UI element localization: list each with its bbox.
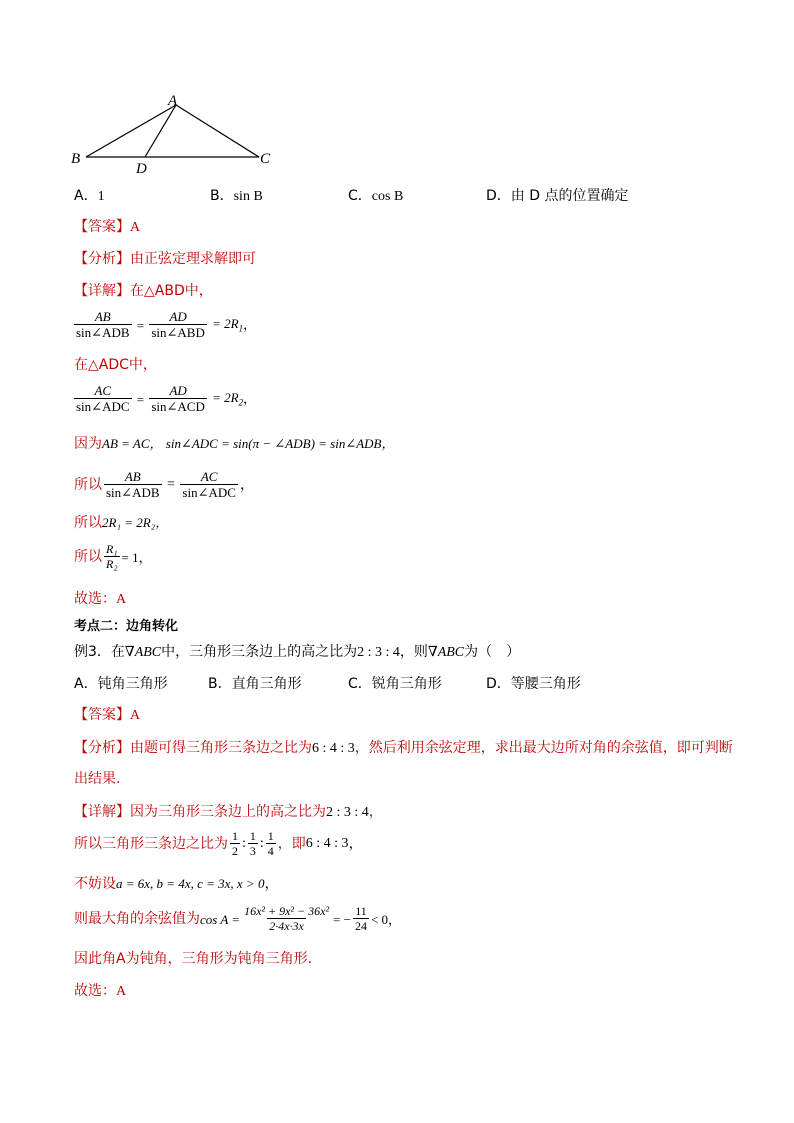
- detail-tag: 【详解】: [74, 283, 130, 299]
- option-letter: B．: [210, 188, 234, 204]
- frac-denominator: 24: [354, 919, 367, 934]
- option-text: 锐角三角形: [371, 676, 442, 692]
- section-heading: 考点二：边角转化: [74, 619, 179, 634]
- q2-answer: [74, 220, 140, 235]
- option-text: 由 D 点的位置确定: [510, 188, 629, 204]
- rhs: = 2R: [212, 316, 239, 331]
- option-text: 等腰三角形: [510, 676, 581, 692]
- option-letter: D．: [486, 676, 511, 692]
- stem-end: 为（ ）: [464, 644, 521, 660]
- frac-denominator: sin∠ACD: [151, 399, 205, 415]
- option-text: cos B: [371, 189, 404, 204]
- q2-line-adc: 在△ADC中，: [74, 357, 157, 373]
- analysis-text: 由题可得三角形三条边之比为: [130, 740, 312, 756]
- detail-text: 因为三角形三条边上的高之比为: [130, 804, 326, 820]
- vertex-label-c: C: [260, 151, 271, 167]
- answer-value: A: [130, 220, 141, 235]
- answer-tag: 【答案】: [74, 707, 130, 723]
- stem-triangle-2: ∇ABC: [427, 645, 465, 660]
- vertex-label-b: B: [71, 151, 81, 167]
- so-prefix: 所以: [74, 477, 102, 494]
- q3-choose: [74, 984, 126, 999]
- line-mid: = −: [333, 911, 351, 927]
- q3-line-4: [74, 905, 401, 933]
- so-math: 2R₁ = 2R₂，: [102, 515, 169, 530]
- stem-prefix: 例3．在: [74, 644, 125, 660]
- so-prefix: 所以: [74, 549, 102, 566]
- q3-option-c: [348, 677, 442, 691]
- because-math: AB = AC， sin∠ADC = sin(π − ∠ADB) = sin∠ADB，: [102, 436, 395, 451]
- stem-mid2: ，则: [399, 644, 428, 660]
- line-end: < 0，: [370, 911, 402, 927]
- stem-mid: 中，三角形三条边上的高之比为: [161, 644, 358, 660]
- frac-denominator: sin∠ADC: [182, 485, 236, 501]
- because-prefix: 因为: [74, 436, 102, 452]
- frac-numerator: AB: [94, 309, 111, 324]
- q2-choose: [74, 592, 126, 607]
- punct: ，: [243, 317, 257, 333]
- option-text: 钝角三角形: [97, 676, 168, 692]
- frac-denominator: sin∠ADB: [76, 325, 130, 341]
- rhs: = 2R: [212, 390, 239, 405]
- frac-numerator: 11: [355, 904, 367, 918]
- frac-denominator: 3: [249, 844, 256, 859]
- frac-denominator: sin∠ADC: [76, 399, 130, 415]
- stem-ratio: 2 : 3 : 4: [357, 645, 400, 660]
- line-prefix: 所以三角形三条边之比为: [74, 836, 228, 853]
- q2-so-3: [74, 543, 152, 571]
- line-prefix: 不妨设: [74, 876, 116, 892]
- vertex-label-d: D: [136, 161, 147, 177]
- q2-because: [74, 437, 395, 451]
- q3-answer: [74, 708, 140, 723]
- detail-text: 在△ABD中，: [130, 283, 213, 299]
- q3-line-2: 所以三角形三条边之比为 $\frac{1}{2}$ : $\frac{1}{3}$ : $\frac{1}{4}$ ，即 6 : 4 : 3 ，: [74, 829, 363, 859]
- q2-equation-2: $\frac{AC}{\text{sin∠ADC}}$ = $\frac{AD}{\text{sin∠ACD}}$ = $2R_2$ ，: [76, 383, 257, 415]
- frac-numerator: 1: [232, 829, 238, 843]
- option-letter: C．: [348, 676, 372, 692]
- line-math: a = 6x, b = 4x, c = 3x, x > 0: [116, 876, 265, 891]
- q2-equation-1: $\frac{AB}{\text{sin∠ADB}}$ = $\frac{AD}{\text{sin∠ABD}}$ = $2R_1$ ，: [76, 309, 257, 341]
- option-c: [348, 189, 403, 204]
- q3-line-3: [74, 877, 278, 891]
- option-d: [486, 189, 628, 203]
- option-letter: D．: [486, 188, 511, 204]
- line-end: ，: [348, 836, 363, 853]
- choose-value: A: [116, 592, 127, 607]
- stem-triangle: ∇ABC: [124, 645, 162, 660]
- line-end: ，: [264, 876, 279, 892]
- subscript: 2: [238, 397, 244, 408]
- frac-denominator: 2: [232, 844, 238, 859]
- so-prefix: 所以: [74, 515, 102, 531]
- choose-tag: 故选：: [74, 983, 116, 999]
- punct: ，: [239, 477, 254, 494]
- frac-numerator: R₁: [106, 542, 118, 556]
- vertex-label-a: A: [168, 93, 178, 109]
- frac-denominator: 2·4x·3x: [269, 919, 304, 934]
- q3-option-a: [74, 677, 168, 691]
- frac-numerator: AC: [94, 383, 112, 398]
- choose-tag: 故选：: [74, 591, 116, 607]
- analysis-ratio: 6 : 4 : 3: [312, 741, 355, 756]
- analysis-tag: 【分析】: [74, 740, 130, 756]
- q3-detail: [74, 805, 383, 820]
- detail-ratio: 2 : 3 : 4: [326, 805, 369, 820]
- frac-numerator: AD: [169, 309, 187, 324]
- cos-label: cos A =: [200, 911, 241, 927]
- option-letter: C．: [348, 188, 372, 204]
- option-a: [74, 189, 105, 204]
- option-letter: A．: [74, 676, 98, 692]
- option-text: 1: [97, 189, 105, 204]
- frac-denominator: 4: [267, 844, 274, 859]
- q2-equation-3: 所以 $\frac{AB}{\text{sin∠ADB}}$ = $\frac{AC}{\text{sin∠ADC}}$ ，: [74, 469, 254, 501]
- analysis-tag: 【分析】: [74, 251, 130, 267]
- q2-analysis: [74, 252, 256, 266]
- rhs: = 1，: [121, 549, 152, 565]
- detail-end: ，: [368, 804, 383, 820]
- frac-numerator: AD: [169, 383, 187, 398]
- frac-numerator: AB: [124, 469, 141, 484]
- q3-option-b: [208, 677, 302, 691]
- q3-analysis: [74, 741, 733, 756]
- subscript: 1: [238, 323, 244, 334]
- frac-numerator: 16x² + 9x² − 36x²: [244, 904, 330, 918]
- triangle-figure: [66, 92, 286, 178]
- frac-denominator: sin∠ABD: [151, 325, 205, 341]
- q2-detail-intro: [74, 284, 213, 298]
- option-text: 直角三角形: [231, 676, 302, 692]
- answer-value: A: [130, 708, 141, 723]
- option-letter: B．: [208, 676, 232, 692]
- frac-numerator: 1: [249, 829, 256, 843]
- q3-option-d: [486, 677, 581, 691]
- analysis-text-2: ，然后利用余弦定理，求出最大边所对角的余弦值，即可判断: [354, 740, 733, 756]
- q2-so-2: [74, 516, 168, 530]
- q3-analysis-cont: 出结果.: [74, 771, 121, 787]
- line-prefix: 则最大角的余弦值为: [74, 911, 200, 928]
- q3-stem: [74, 645, 520, 660]
- frac-numerator: AC: [200, 469, 218, 484]
- option-text: sin B: [233, 189, 263, 204]
- q3-line-5: 因此角A为钝角，三角形为钝角三角形.: [74, 951, 313, 967]
- line-ratio: 6 : 4 : 3: [305, 836, 349, 852]
- frac-denominator: sin∠ADB: [106, 485, 160, 501]
- option-letter: A．: [74, 188, 98, 204]
- frac-numerator: 1: [267, 829, 274, 843]
- analysis-text: 由正弦定理求解即可: [130, 251, 256, 267]
- option-b: [210, 189, 263, 204]
- punct: ，: [243, 391, 257, 407]
- frac-denominator: R₂: [106, 557, 118, 572]
- line-mid: ，即: [277, 836, 306, 853]
- choose-value: A: [116, 984, 127, 999]
- detail-tag: 【详解】: [74, 804, 130, 820]
- answer-tag: 【答案】: [74, 219, 130, 235]
